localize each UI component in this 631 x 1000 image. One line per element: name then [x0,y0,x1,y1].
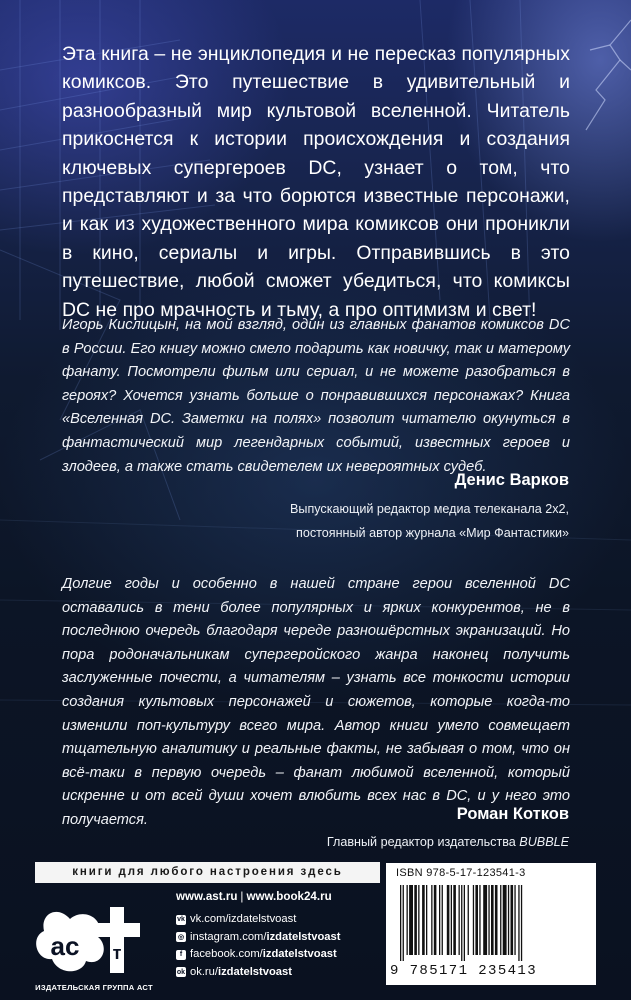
ast-logo [36,897,152,977]
instagram-icon: ◎ [177,933,185,941]
barcode-digits: 9 785171 235413 [390,963,538,979]
social-link-facebook[interactable]: f facebook.com/ izdatelstvoast [176,946,396,964]
review-author-2: Роман Котков [456,805,569,823]
publisher-caption: ИЗДАТЕЛЬСКАЯ ГРУППА АСТ [35,983,153,992]
publisher-links [176,890,396,981]
social-link-vk[interactable]: vk vk.com/ izdatelstvoast [177,913,297,925]
social-link-ok[interactable]: ok ok.ru/ izdatelstvoast [176,965,292,978]
website-links [176,890,396,903]
svg-text:ас: ас [50,931,80,961]
book-description: Эта книга – не энциклопедия и не пересказ популярных комиксов. Это путешествие в удивительный и разнообразный мир культовой вселенной. Читатель прикоснется к истории происхождения и создания ключевых супергероев DC, узнает о том, что представляют и за что борются известные персонажи, и как из художественного мира комиксов они проникли в кино, сериалы и игры. Отправившись в это путешествие, любой сможет убедиться, что комиксы DC не про мрачность и тьму, а про оптимизм и свет! [62,43,570,321]
isbn-box [386,863,596,985]
review-quote-1: Игорь Кислицын, на мой взгляд, один из главных фанатов комиксов DC в России. Его книгу можно смело подарить как новичку, так и матерому фанату. Посмотрели фильм или сериал, и не можете разобраться в героях? Хочется узнать больше о понравившихся персонажах? Книга «Вселенная DC. Заметки на полях» позволит читателю окунуться в фантастический мир легендарных событий, известных героев и злодеев, а также стать свидетелем их невероятных судеб. [62,317,570,475]
review-author-1-role [290,497,569,545]
review-author-2-role-brand: BUBBLE [519,835,569,849]
link-separator: | [240,890,244,903]
slogan-bar: книги для любого настроения здесь [35,862,380,883]
social-link-instagram[interactable]: ◎ instagram.com/ izdatelstvoast [177,930,341,943]
vk-icon: vk [177,916,185,923]
svg-text:т: т [112,943,122,963]
review-author-2-role [327,830,569,854]
website-link-ast[interactable]: www.ast.ru [176,890,238,903]
review-author-1-role-line2: постоянный автор журнала «Мир Фантастики» [296,526,569,540]
review-author-1: Денис Варков [454,471,569,489]
facebook-icon: f [176,950,186,960]
review-quote-2: Долгие годы и особенно в нашей стране герои вселенной DC оставались в тени более популярных и ярких конкурентов, не в последнюю очередь благодаря череде разношёрстных экранизаций. Но пора родоначальникам супергеройского жанра наконец получить заслуженные почести, а читателям – узнать все тонкости истории создания культовых персонажей и сюжетов, которые когда-то изменили поп-культуру всего мира. Автор книги умело совмещает тщательную аналитику и реальные факты, не забывая о том, что он всё-таки в первую очередь – фанат любимой вселенной, который искренне и от всей души хочет влюбить всех нас в DC, и у него это получается. [62,576,570,828]
review-author-1-role-line1: Выпускающий редактор медиа телеканала 2х2, [290,502,569,516]
review-author-2-role-prefix: Главный редактор издательства [326,835,520,849]
isbn-label: ISBN 978-5-17-123541-3 [396,867,526,879]
barcode [400,885,584,961]
ok-icon: ok [176,968,186,976]
website-link-book24[interactable]: www.book24.ru [246,890,332,903]
